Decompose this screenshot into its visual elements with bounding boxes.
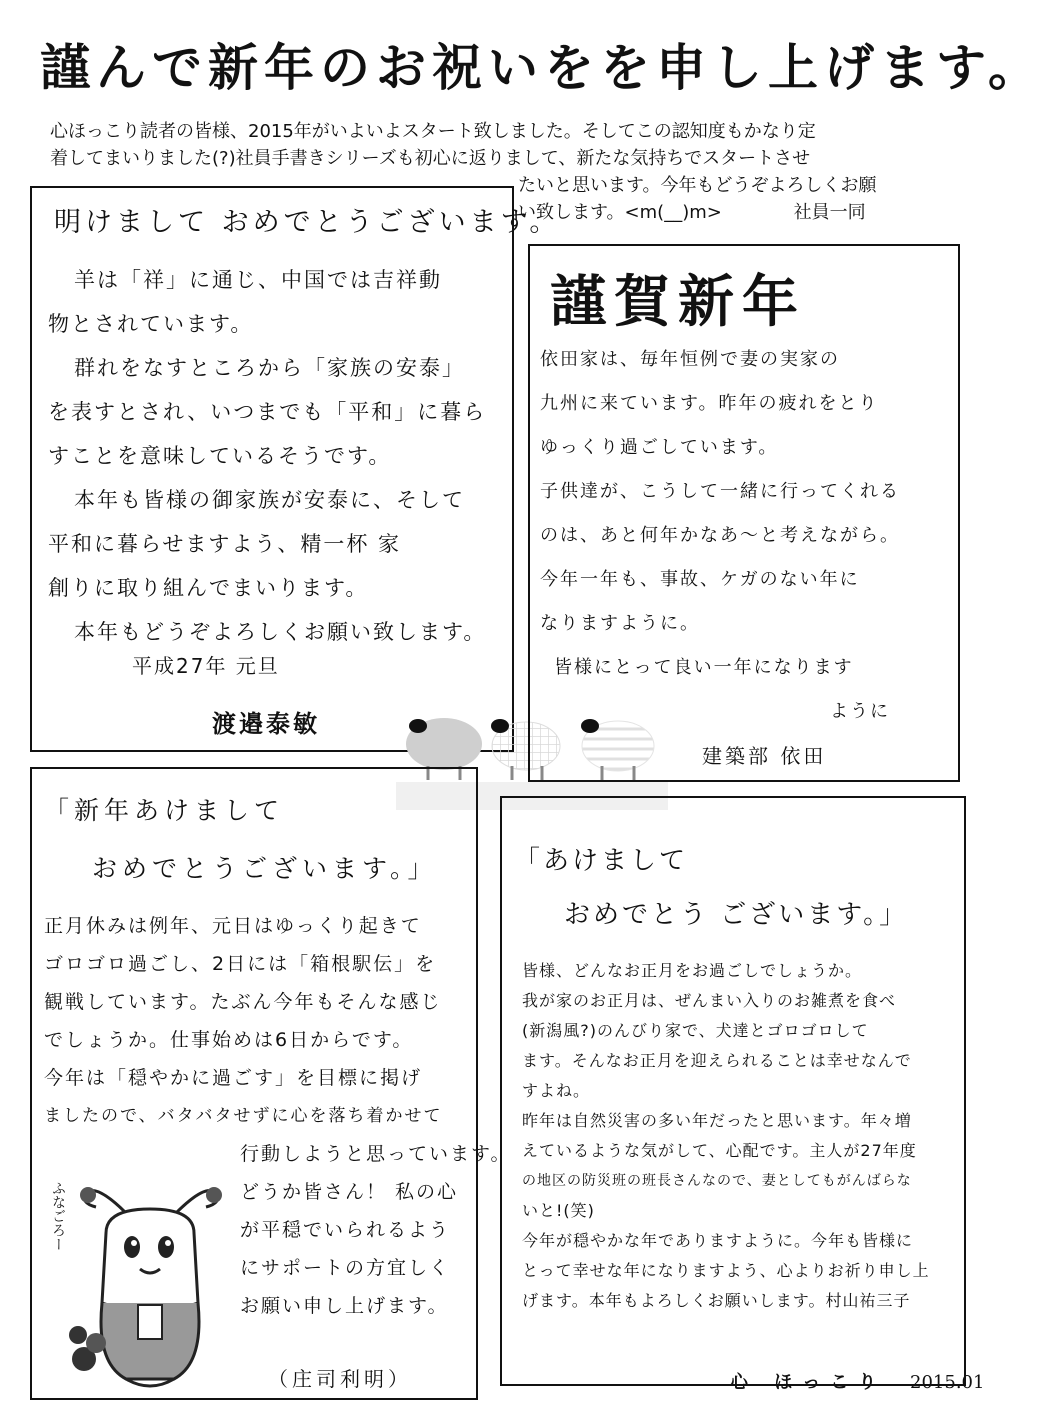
box4-line: (新潟風?)のんびり家で、犬達とゴロゴロして bbox=[522, 1021, 869, 1040]
box3-line: ゴロゴロ過ごし、2日には「箱根駅伝」を bbox=[44, 953, 437, 975]
box1-body bbox=[48, 258, 508, 654]
box2-line: 皆様にとって良い一年になります bbox=[554, 657, 854, 678]
box1-heading: 明けまして おめでとうございます。 bbox=[54, 207, 561, 238]
box4-line: 皆様、どんなお正月をお過ごしでしょうか。 bbox=[522, 961, 863, 980]
intro-line: 着してまいりました(?)社員手書きシリーズも初心に返りまして、新たな気持ちでスタートさせ bbox=[50, 148, 811, 169]
box2-line: ように bbox=[830, 701, 890, 722]
message-box-watanabe bbox=[30, 186, 561, 752]
box1-line: 本年もどうぞよろしくお願い致します。 bbox=[74, 620, 487, 644]
box1-line: 本年も皆様の御家族が安泰に、そして bbox=[74, 488, 465, 512]
box1-date: 平成27年 元旦 bbox=[132, 654, 280, 678]
intro-line: たいと思います。今年もどうぞよろしくお願 bbox=[518, 175, 877, 196]
box4-line: の地区の防災班の班長さんなので、妻としてもがんばらな bbox=[522, 1173, 912, 1189]
box1-line: 羊は「祥」に通じ、中国では吉祥動 bbox=[74, 268, 442, 292]
box3-line: 正月休みは例年、元日はゆっくり起きて bbox=[44, 915, 422, 937]
box4-line: えているような気がして、心配です。主人が27年度 bbox=[522, 1141, 917, 1160]
message-box-shoji bbox=[30, 767, 512, 1400]
box3-line: どうか皆さん！ 私の心 bbox=[240, 1181, 459, 1203]
box3-line: 観戦しています。たぶん今年もそんな感じ bbox=[44, 991, 442, 1013]
box3-line: でしょうか。仕事始めは6日からです。 bbox=[44, 1029, 414, 1051]
box2-line: 依田家は、毎年恒例で妻の実家の bbox=[540, 349, 840, 370]
footer bbox=[730, 1368, 984, 1394]
box1-line: 創りに取り組んでまいります。 bbox=[48, 576, 369, 600]
box1-line: すことを意味しているそうです。 bbox=[48, 444, 392, 468]
box3-line: 行動しようと思っています。 bbox=[240, 1143, 512, 1165]
box2-line: のは、あと何年かなあ～と考えながら。 bbox=[540, 525, 900, 546]
box3-line: が平穏でいられるよう bbox=[240, 1219, 451, 1241]
box1-line: 平和に暮らせますよう、精一杯 家 bbox=[48, 532, 402, 556]
box2-line: なりますように。 bbox=[540, 613, 700, 634]
box1-line: 群れをなすところから「家族の安泰」 bbox=[74, 356, 465, 380]
box2-line: 今年一年も、事故、ケガのない年に bbox=[540, 569, 860, 590]
page-title: 謹んで新年のお祝いをを申し上げます。 bbox=[40, 38, 1044, 97]
box4-line: げます。本年もよろしくお願いします。村山祐三子 bbox=[522, 1291, 911, 1310]
message-box-murayama bbox=[500, 796, 966, 1386]
box1-line: 物とされています。 bbox=[48, 312, 254, 336]
footer-date: 2015.01 bbox=[910, 1372, 985, 1393]
box3-line: 今年は「穏やかに過ごす」を目標に掲げ bbox=[44, 1067, 423, 1089]
intro-line: 心ほっこり読者の皆様、2015年がいよいよスタート致しました。そしてこの認知度もかなり定 bbox=[50, 121, 816, 142]
box2-line: 九州に来ています。昨年の疲れをとり bbox=[540, 393, 879, 414]
box4-line: いと!(笑) bbox=[522, 1201, 595, 1220]
box2-body bbox=[540, 338, 956, 734]
funagoro-mascot-illustration bbox=[66, 1173, 234, 1395]
box4-line: すよね。 bbox=[522, 1081, 591, 1100]
box3-line: にサポートの方宜しく bbox=[240, 1257, 451, 1279]
box4-line: とって幸せな年になりますよう、心よりお祈り申し上 bbox=[522, 1261, 930, 1280]
box4-line: 今年が穏やかな年でありますように。今年も皆様に bbox=[522, 1231, 914, 1250]
box4-line: 我が家のお正月は、ぜんまい入りのお雑煮を食べ bbox=[522, 991, 897, 1010]
box2-heading: 謹賀新年 bbox=[550, 269, 806, 335]
character-name: ふなごろー bbox=[50, 1181, 66, 1251]
box4-heading-line1: 「あけまして bbox=[514, 846, 689, 876]
box3-heading-line2: おめでとうございます。」 bbox=[92, 854, 438, 883]
box4-heading-line2: おめでとう ございます。」 bbox=[564, 900, 909, 930]
intro-line-text: い致します。<m(__)m> bbox=[518, 202, 722, 223]
box4-line: 昨年は自然災害の多い年だったと思います。年々増 bbox=[522, 1111, 912, 1130]
intro-signature: 社員一同 bbox=[793, 202, 866, 223]
box2-signature: 建築部 依田 bbox=[702, 744, 827, 768]
box3-heading-line1: 「新年あけまして bbox=[44, 796, 285, 825]
box1-signature: 渡邉泰敏 bbox=[212, 710, 320, 738]
box3-signature: （庄司利明） bbox=[268, 1367, 412, 1391]
box4-body bbox=[522, 956, 960, 1316]
box2-line: ゆっくり過ごしています。 bbox=[540, 437, 779, 458]
box1-line: を表すとされ、いつまでも「平和」に暮ら bbox=[48, 400, 487, 424]
box3-line: ましたので、バタバタせずに心を落ち着かせて bbox=[44, 1106, 443, 1126]
footer-brand: 心 ほっこり bbox=[730, 1372, 887, 1393]
box3-line: お願い申し上げます。 bbox=[240, 1295, 449, 1317]
message-box-yoda bbox=[528, 244, 960, 782]
box4-line: ます。そんなお正月を迎えられることは幸せなんで bbox=[522, 1051, 912, 1070]
box2-line: 子供達が、こうして一緒に行ってくれる bbox=[540, 481, 900, 502]
